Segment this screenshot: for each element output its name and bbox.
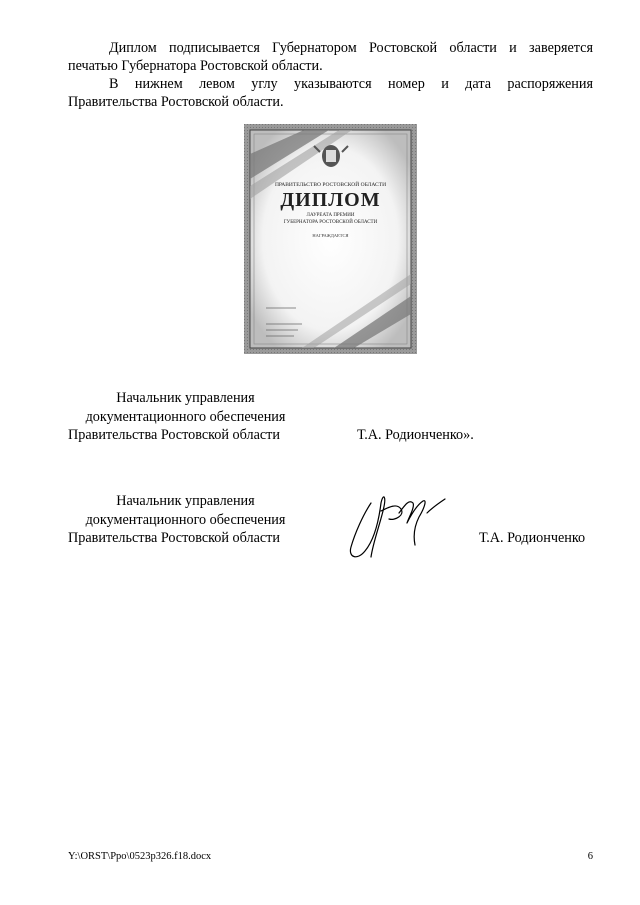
diploma-subtitle-2: ГУБЕРНАТОРА РОСТОВСКОЙ ОБЛАСТИ <box>283 220 378 225</box>
signature-2-name: Т.А. Родионченко <box>479 530 586 546</box>
diploma-image <box>244 124 417 354</box>
signature-block-2 <box>68 492 303 548</box>
signature-1-position-line-2: документационного обеспечения <box>85 408 286 425</box>
paragraph-1-line-2: печатью Губернатора Ростовской области. <box>68 58 323 74</box>
paragraph-2-line-1: В нижнем левом углу указываются номер и дата распоряжения <box>109 76 593 92</box>
signature-2-position-line-3: Правительства Ростовской области <box>68 530 280 546</box>
signature-1-name: Т.А. Родионченко». <box>357 427 474 443</box>
paragraph-2-line-2: Правительства Ростовской области. <box>68 94 284 110</box>
page-number: 6 <box>587 851 593 862</box>
paragraph-1-line-1: Диплом подписывается Губернатором Ростовской области и заверяется <box>109 40 593 56</box>
diploma-title: ДИПЛОМ <box>280 189 381 211</box>
diploma-header: ПРАВИТЕЛЬСТВО РОСТОВСКОЙ ОБЛАСТИ <box>274 182 387 188</box>
signature-1-position-line-3: Правительства Ростовской области <box>68 427 280 443</box>
diploma-subtitle-1: ЛАУРЕАТА ПРЕМИИ <box>306 213 355 218</box>
diploma-awarded: НАГРАЖДАЕТСЯ <box>312 233 349 238</box>
signature-block-1 <box>68 389 303 445</box>
footer-file-path: Y:\ORST\Ppo\0523p326.f18.docx <box>68 851 212 862</box>
signature-1-position-line-1: Начальник управления <box>116 390 255 406</box>
signature-2-position-line-2: документационного обеспечения <box>85 511 286 528</box>
signature-2-position-line-1: Начальник управления <box>116 493 255 509</box>
handwritten-signature <box>343 485 453 565</box>
